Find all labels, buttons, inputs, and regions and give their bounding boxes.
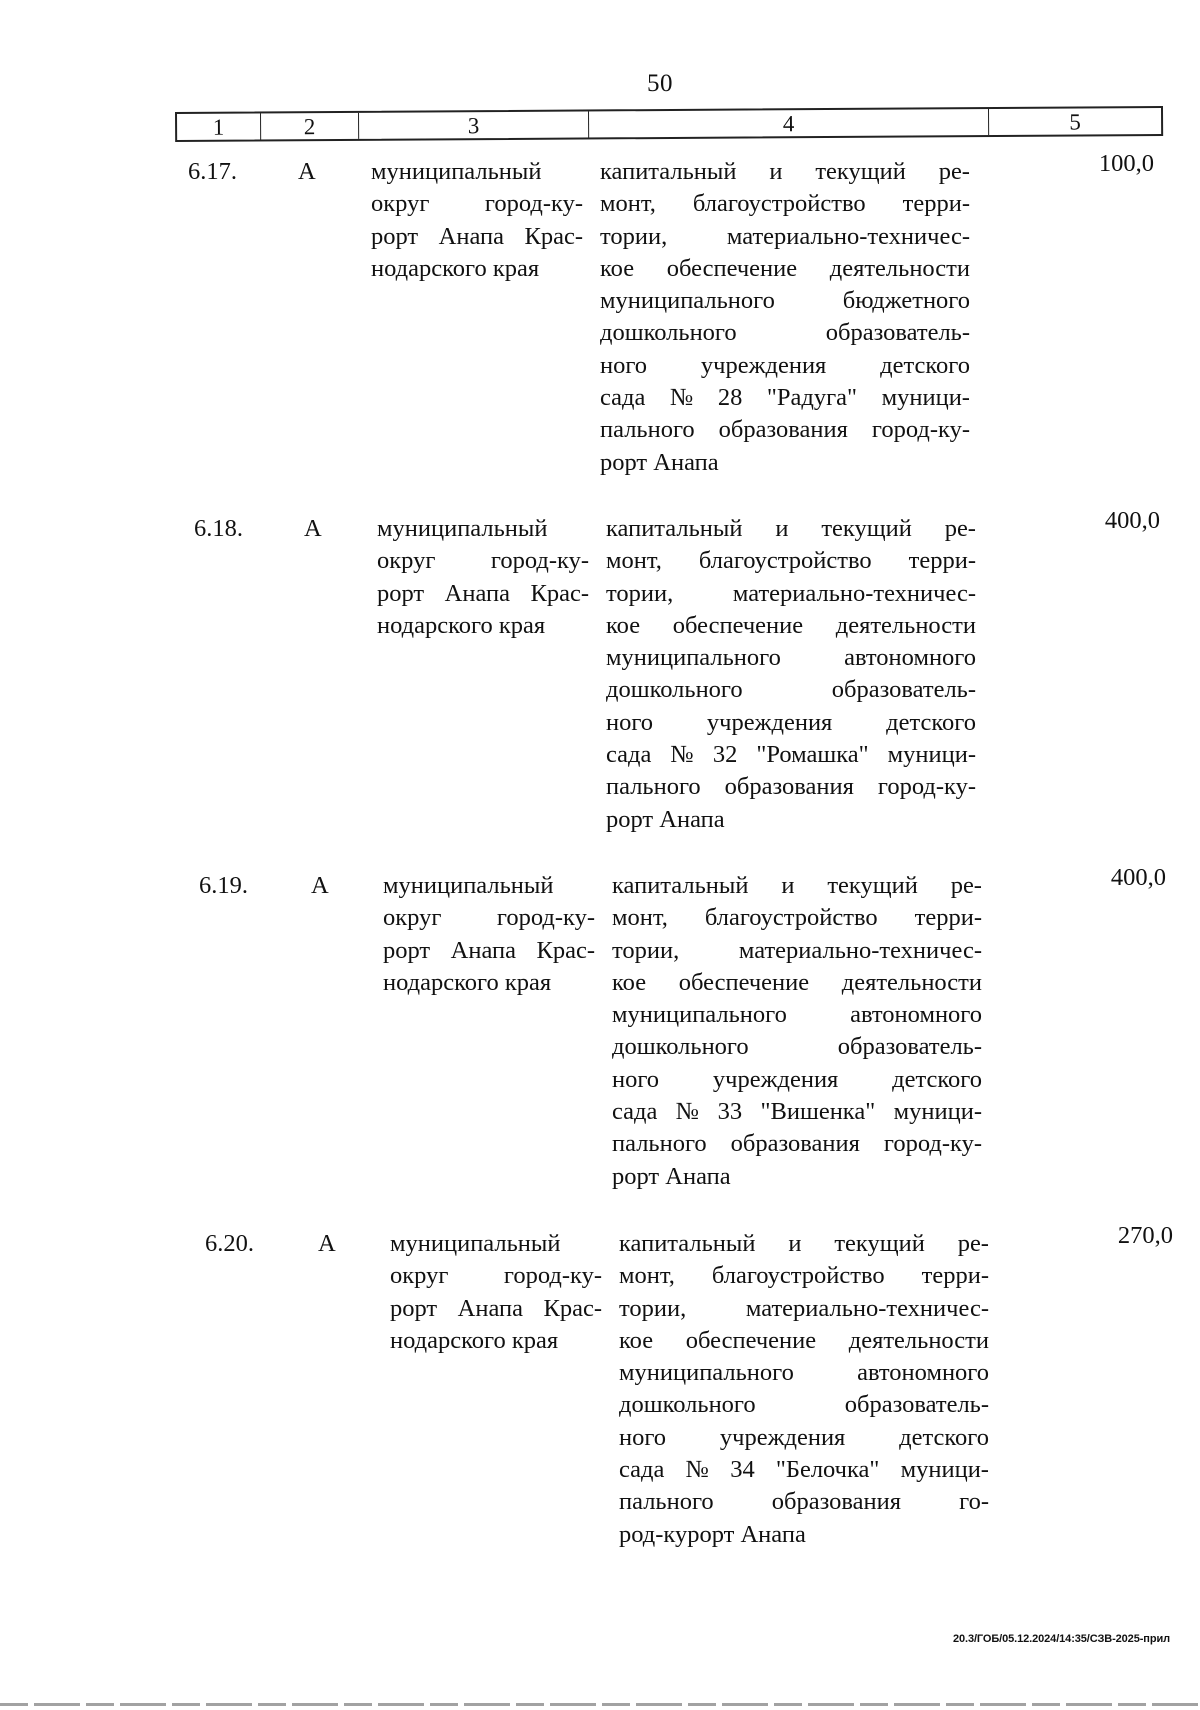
row-amount: 400,0 xyxy=(1110,864,1166,891)
purpose-line: пального образования го- xyxy=(619,1488,989,1516)
purpose-line: сада № 28 "Радуга" муници- xyxy=(600,384,970,412)
row-number: 6.17. xyxy=(188,158,237,185)
purpose-line: ного учреждения детского xyxy=(606,708,976,736)
purpose-line: сада № 33 "Вишенка" муници- xyxy=(612,1098,982,1126)
purpose-line: монт, благоустройство терри- xyxy=(600,190,970,218)
purpose-line: монт, благоустройство терри- xyxy=(619,1262,989,1290)
row-amount: 400,0 xyxy=(1104,507,1160,534)
recipient-line: рорт Анапа Крас- xyxy=(371,222,583,250)
purpose-line: дошкольного образователь- xyxy=(606,676,976,704)
recipient-line: округ город-ку- xyxy=(371,190,583,218)
row-code: А xyxy=(298,158,316,185)
page-number: 50 xyxy=(647,70,673,97)
purpose-line: дошкольного образователь- xyxy=(612,1033,982,1061)
row-code: А xyxy=(304,515,322,542)
purpose-line: тории, материально-техничес- xyxy=(612,936,982,964)
purpose-line: рорт Анапа xyxy=(612,1162,731,1190)
purpose-line: ного учреждения детского xyxy=(612,1065,982,1093)
purpose-line: ного учреждения детского xyxy=(600,351,970,379)
purpose-line: тории, материально-техничес- xyxy=(619,1294,989,1322)
header-cell-4: 4 xyxy=(589,109,989,137)
recipient-line: округ город-ку- xyxy=(390,1262,602,1290)
row-number: 6.20. xyxy=(205,1230,254,1257)
purpose-line: кое обеспечение деятельности xyxy=(606,611,976,639)
recipient-line: рорт Анапа Крас- xyxy=(383,936,595,964)
row-code: А xyxy=(311,872,329,899)
row-purpose xyxy=(606,513,976,836)
header-cell-3: 3 xyxy=(359,111,589,138)
header-cell-1: 1 xyxy=(177,113,261,140)
recipient-line: нодарского края xyxy=(383,968,552,996)
purpose-line: сада № 32 "Ромашка" муници- xyxy=(606,741,976,769)
row-code: А xyxy=(318,1230,336,1257)
purpose-line: пального образования город-ку- xyxy=(612,1130,982,1158)
purpose-line: тории, материально-техничес- xyxy=(606,579,976,607)
purpose-line: кое обеспечение деятельности xyxy=(619,1326,989,1354)
purpose-line: тории, материально-техничес- xyxy=(600,222,970,250)
table-header-row xyxy=(175,106,1163,142)
recipient-line: округ город-ку- xyxy=(377,547,589,575)
purpose-line: ного учреждения детского xyxy=(619,1423,989,1451)
recipient-line: муниципальный xyxy=(390,1230,561,1257)
purpose-line: капитальный и текущий ре- xyxy=(606,515,976,542)
row-recipient xyxy=(371,156,583,285)
purpose-line: рорт Анапа xyxy=(600,448,719,476)
row-number: 6.19. xyxy=(199,872,248,899)
row-recipient xyxy=(383,870,595,999)
row-recipient xyxy=(377,513,589,642)
recipient-line: муниципальный xyxy=(377,515,548,542)
header-cell-5: 5 xyxy=(1069,109,1081,135)
purpose-line: дошкольного образователь- xyxy=(600,319,970,347)
purpose-line: пального образования город-ку- xyxy=(606,773,976,801)
purpose-line: капитальный и текущий ре- xyxy=(619,1230,989,1257)
purpose-line: капитальный и текущий ре- xyxy=(600,158,970,185)
row-amount: 100,0 xyxy=(1098,150,1154,177)
recipient-line: муниципальный xyxy=(371,158,542,185)
recipient-line: рорт Анапа Крас- xyxy=(390,1294,602,1322)
row-number: 6.18. xyxy=(194,515,243,542)
recipient-line: муниципальный xyxy=(383,872,554,899)
purpose-line: муниципального бюджетного xyxy=(600,287,970,315)
document-footer-code: 20.3/ГОБ/05.12.2024/14:35/СЗВ-2025-прил xyxy=(952,1633,1170,1645)
recipient-line: рорт Анапа Крас- xyxy=(377,579,589,607)
purpose-line: кое обеспечение деятельности xyxy=(612,968,982,996)
row-amount: 270,0 xyxy=(1117,1222,1173,1249)
recipient-line: нодарского края xyxy=(377,611,546,639)
recipient-line: нодарского края xyxy=(371,254,540,282)
header-cell-2: 2 xyxy=(261,113,359,140)
row-recipient xyxy=(390,1228,602,1357)
purpose-line: муниципального автономного xyxy=(606,644,976,672)
purpose-line: муниципального автономного xyxy=(612,1001,982,1029)
purpose-line: род-курорт Анапа xyxy=(619,1520,806,1548)
purpose-line: кое обеспечение деятельности xyxy=(600,254,970,282)
purpose-line: рорт Анапа xyxy=(606,805,725,833)
row-purpose xyxy=(600,156,970,479)
purpose-line: монт, благоустройство терри- xyxy=(606,547,976,575)
purpose-line: дошкольного образователь- xyxy=(619,1391,989,1419)
purpose-line: сада № 34 "Белочка" муници- xyxy=(619,1456,989,1484)
row-purpose xyxy=(612,870,982,1193)
recipient-line: округ город-ку- xyxy=(383,904,595,932)
purpose-line: муниципального автономного xyxy=(619,1359,989,1387)
purpose-line: монт, благоустройство терри- xyxy=(612,904,982,932)
scan-edge-divider xyxy=(0,1703,1200,1706)
recipient-line: нодарского края xyxy=(390,1326,559,1354)
row-purpose xyxy=(619,1228,989,1551)
purpose-line: пального образования город-ку- xyxy=(600,416,970,444)
purpose-line: капитальный и текущий ре- xyxy=(612,872,982,899)
